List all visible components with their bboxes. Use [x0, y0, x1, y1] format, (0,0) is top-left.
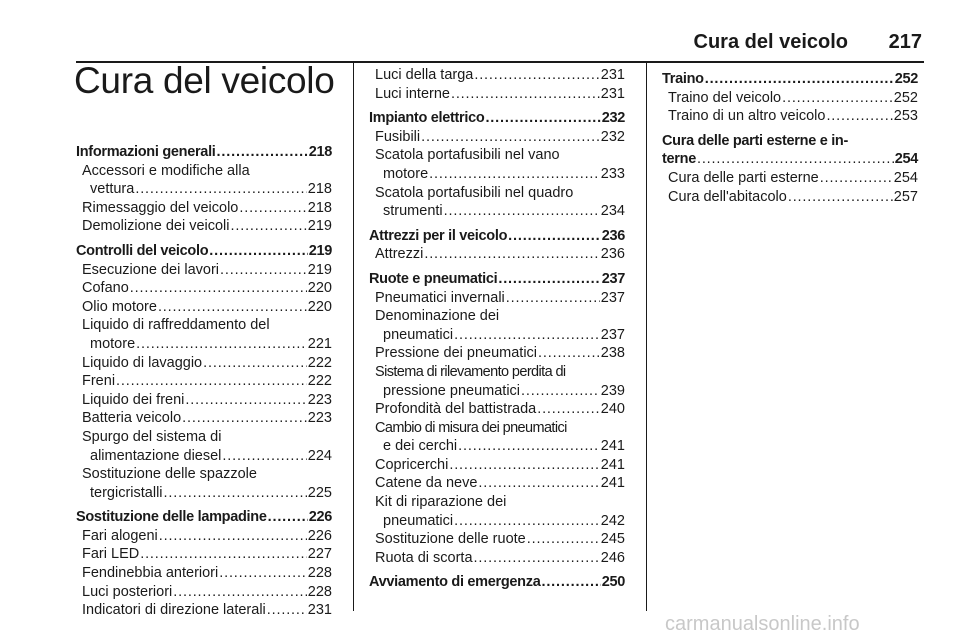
toc-section-avviamento-di-emergenza — [369, 573, 625, 592]
toc-item[interactable]: Indicatori di direzione laterali . . . 231 — [76, 601, 332, 620]
toc-item[interactable]: Fusibili . . . 232 — [369, 128, 625, 147]
toc-section-heading-cont[interactable]: terne . . . 254 — [662, 150, 918, 169]
toc-item[interactable]: Pressione dei pneumatici . . . 238 — [369, 344, 625, 363]
toc-item[interactable]: Luci posteriori . . . 228 — [76, 583, 332, 602]
toc-item[interactable]: Spurgo del sistema di alimentazione diesel . . . 224 — [76, 428, 332, 465]
toc-section-traino — [662, 70, 918, 126]
column-divider — [646, 63, 647, 611]
toc-item[interactable]: Pneumatici invernali . . . 237 — [369, 289, 625, 308]
toc-item[interactable]: Liquido di lavaggio . . . 222 — [76, 354, 332, 373]
page-title: Cura del veicolo — [74, 60, 335, 101]
toc-item[interactable]: Demolizione dei veicoli . . . 219 — [76, 217, 332, 236]
toc-section-informazioni-generali — [76, 143, 332, 236]
toc-section-attrezzi — [369, 227, 625, 264]
toc-section-heading[interactable]: Attrezzi per il veicolo . . . 236 — [369, 227, 625, 246]
toc-section-heading[interactable]: Avviamento di emergenza . . . 250 — [369, 573, 625, 592]
toc-item[interactable]: Traino del veicolo . . . 252 — [662, 89, 918, 108]
toc-section-controlli-del-veicolo — [76, 242, 332, 502]
toc-item[interactable]: Batteria veicolo . . . 223 — [76, 409, 332, 428]
toc-item[interactable]: Luci interne . . . 231 — [369, 85, 625, 104]
toc-item[interactable]: Copricerchi . . . 241 — [369, 456, 625, 475]
toc-section-heading[interactable]: Cura delle parti esterne e in- — [662, 132, 849, 149]
toc-item[interactable]: Attrezzi . . . 236 — [369, 245, 625, 264]
toc-item[interactable]: Cofano . . . 220 — [76, 279, 332, 298]
toc-section-sostituzione-lampadine — [76, 508, 332, 620]
toc-section-heading[interactable]: Impianto elettrico . . . 232 — [369, 109, 625, 128]
toc-item[interactable]: Scatola portafusibili nel quadro strumenti . . . 234 — [369, 184, 625, 221]
toc-section-heading[interactable]: Controlli del veicolo . . . 219 — [76, 242, 332, 261]
toc-item[interactable]: Denominazione dei pneumatici . . . 237 — [369, 307, 625, 344]
toc-column-1 — [76, 143, 332, 620]
toc-item[interactable]: Accessori e modifiche alla vettura . . . 218 — [76, 162, 332, 199]
toc-item[interactable]: Cura delle parti esterne . . . 254 — [662, 169, 918, 188]
toc-section-heading[interactable]: Sostituzione delle lampadine . . . 226 — [76, 508, 332, 527]
toc-item[interactable]: Sistema di rilevamento perdita di pressione pneumatici . . . 239 — [369, 363, 625, 400]
toc-section-heading[interactable]: Informazioni generali . . . 218 — [76, 143, 332, 162]
toc-item[interactable]: Kit di riparazione dei pneumatici . . . 242 — [369, 493, 625, 530]
toc-item[interactable]: Ruota di scorta . . . 246 — [369, 549, 625, 568]
toc-item[interactable]: Luci della targa . . . 231 — [369, 66, 625, 85]
toc-item[interactable]: Liquido di raffreddamento del motore . . . 221 — [76, 316, 332, 353]
column-divider — [353, 63, 354, 611]
header-page-number: 217 — [888, 31, 922, 53]
toc-item[interactable]: Cambio di misura dei pneumatici e dei cerchi . . . 241 — [369, 419, 625, 456]
toc-item[interactable]: Fari LED . . . 227 — [76, 545, 332, 564]
toc-column-2 — [369, 66, 625, 592]
toc-section-impianto-elettrico — [369, 109, 625, 221]
toc-item[interactable]: Olio motore . . . 220 — [76, 298, 332, 317]
toc-section-lampadine-continued — [369, 66, 625, 103]
toc-item[interactable]: Liquido dei freni . . . 223 — [76, 391, 332, 410]
watermark: carmanualsonline.info — [665, 613, 860, 635]
toc-column-3 — [662, 70, 918, 206]
toc-item[interactable]: Fendinebbia anteriori . . . 228 — [76, 564, 332, 583]
toc-item[interactable]: Esecuzione dei lavori . . . 219 — [76, 261, 332, 280]
toc-item[interactable]: Fari alogeni . . . 226 — [76, 527, 332, 546]
toc-item[interactable]: Catene da neve . . . 241 — [369, 474, 625, 493]
toc-item[interactable]: Scatola portafusibili nel vano motore . . . 233 — [369, 146, 625, 183]
header-title: Cura del veicolo — [693, 31, 848, 53]
toc-item[interactable]: Traino di un altro veicolo . . . 253 — [662, 107, 918, 126]
toc-section-heading[interactable]: Ruote e pneumatici . . . 237 — [369, 270, 625, 289]
toc-section-heading[interactable]: Traino . . . 252 — [662, 70, 918, 89]
toc-item[interactable]: Freni . . . 222 — [76, 372, 332, 391]
toc-section-cura-parti-esterne-interne — [662, 132, 918, 206]
toc-item[interactable]: Cura dell'abitacolo . . . 257 — [662, 188, 918, 207]
toc-item[interactable]: Sostituzione delle spazzole tergicristalli . . . 225 — [76, 465, 332, 502]
toc-section-ruote-e-pneumatici — [369, 270, 625, 568]
toc-item[interactable]: Sostituzione delle ruote . . . 245 — [369, 530, 625, 549]
toc-item[interactable]: Rimessaggio del veicolo . . . 218 — [76, 199, 332, 218]
toc-item[interactable]: Profondità del battistrada . . . 240 — [369, 400, 625, 419]
